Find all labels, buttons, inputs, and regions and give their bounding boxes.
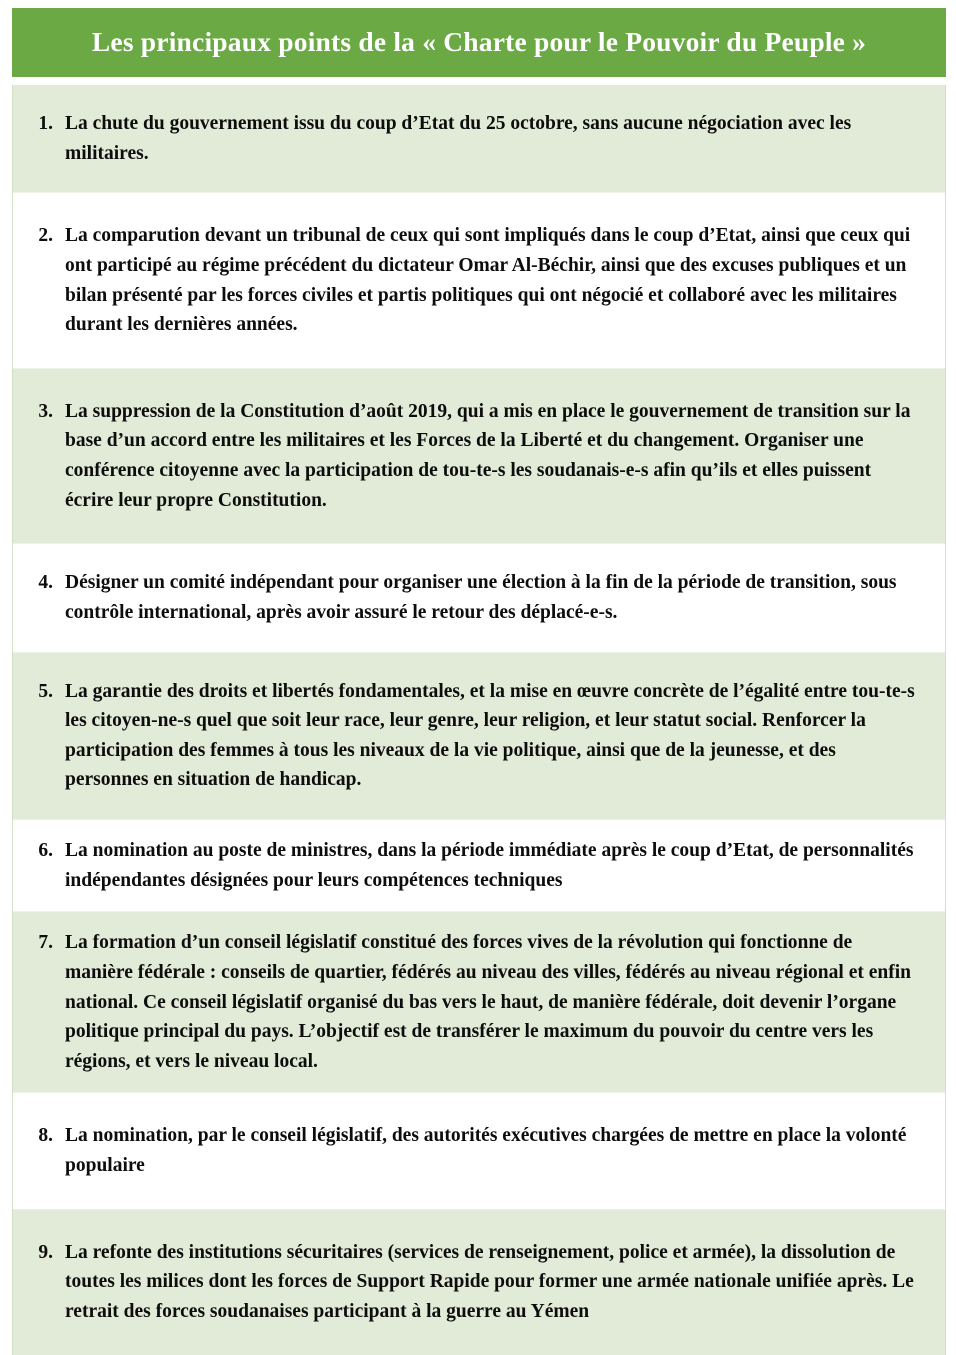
document-header-banner [12,8,946,77]
list-item-number: 8. [38,1125,53,1147]
list-item [13,912,945,1093]
list-item-text: La chute du gouvernement issu du coup d’Etat du 25 octobre, sans aucune négociation avec les militaires. [65,113,852,164]
list-item-text: La suppression de la Constitution d’août 2019, qui a mis en place le gouvernement de transition sur la base d’un accord entre les militaires et les Forces de la Liberté et du changement. Organiser une conférence citoyenne avec la participation de tou-te-s les soudanais-e-s afin qu’ils et elles puissent écrire leur propre Constitution. [65,400,911,511]
list-item [13,653,945,821]
list-item-number: 1. [38,113,53,134]
list-item-number: 7. [38,932,53,954]
list-item-text: La refonte des institutions sécuritaires (services de renseignement, police et armée), la dissolution de toutes les milices dont les forces de Support Rapide pour former une armée nationale unifiée après. Le retrait des forces soudanaises participant à la guerre au Yémen [65,1241,914,1322]
list-item [13,85,945,193]
list-item-number: 2. [38,225,53,247]
list-item-number: 5. [38,680,53,702]
page-title: Les principaux points de la « Charte pour le Pouvoir du Peuple » [91,26,867,58]
list-item-number: 6. [38,840,53,861]
list-item-text: La nomination au poste de ministres, dans la période immédiate après le coup d’Etat, de personnalités indépendantes désignées pour leurs compétences techniques [65,840,914,891]
list-item [13,544,945,652]
list-item-text: La formation d’un conseil législatif constitué des forces vives de la révolution qui fonctionne de manière fédérale : conseils de quartier, fédérés au niveau des villes, fédérés au niveau régional et enfin national. Ce conseil législatif organisé du bas vers le haut, de manière fédérale, doit devenir l’organe politique principal du pays. L’objectif est de transférer le maximum du pouvoir du centre vers les régions, et vers le niveau local. [65,932,911,1072]
list-item-number: 9. [38,1241,53,1263]
list-item [13,820,945,912]
list-item [13,369,945,545]
list-item-text: Désigner un comité indépendant pour organiser une élection à la fin de la période de transition, sous contrôle international, après avoir assuré le retour des déplacé-e-s. [65,572,897,623]
list-item-number: 4. [38,572,53,594]
list-item [13,193,945,369]
list-item-text: La nomination, par le conseil législatif, des autorités exécutives chargées de mettre en place la volonté populaire [65,1125,907,1176]
list-item-number: 3. [38,400,53,422]
list-item [13,1210,945,1355]
list-item-text: La comparution devant un tribunal de ceux qui sont impliqués dans le coup d’Etat, ainsi que ceux qui ont participé au régime précédent du dictateur Omar Al-Béchir, ainsi que des excuses publiques et un bilan présenté par les forces civiles et partis politiques qui ont négocié et collaboré avec les militaires durant les dernières années. [65,225,911,336]
list-item-text: La garantie des droits et libertés fondamentales, et la mise en œuvre concrète de l’égalité entre tou-te-s les citoyen-ne-s quel que soit leur race, leur genre, leur religion, et leur statut social. Renforcer la participation des femmes à tous les niveaux de la vie politique, ainsi que de la jeunesse, et des personnes en situation de handicap. [65,680,915,791]
charter-points-list [12,85,946,1355]
list-item [13,1093,945,1209]
